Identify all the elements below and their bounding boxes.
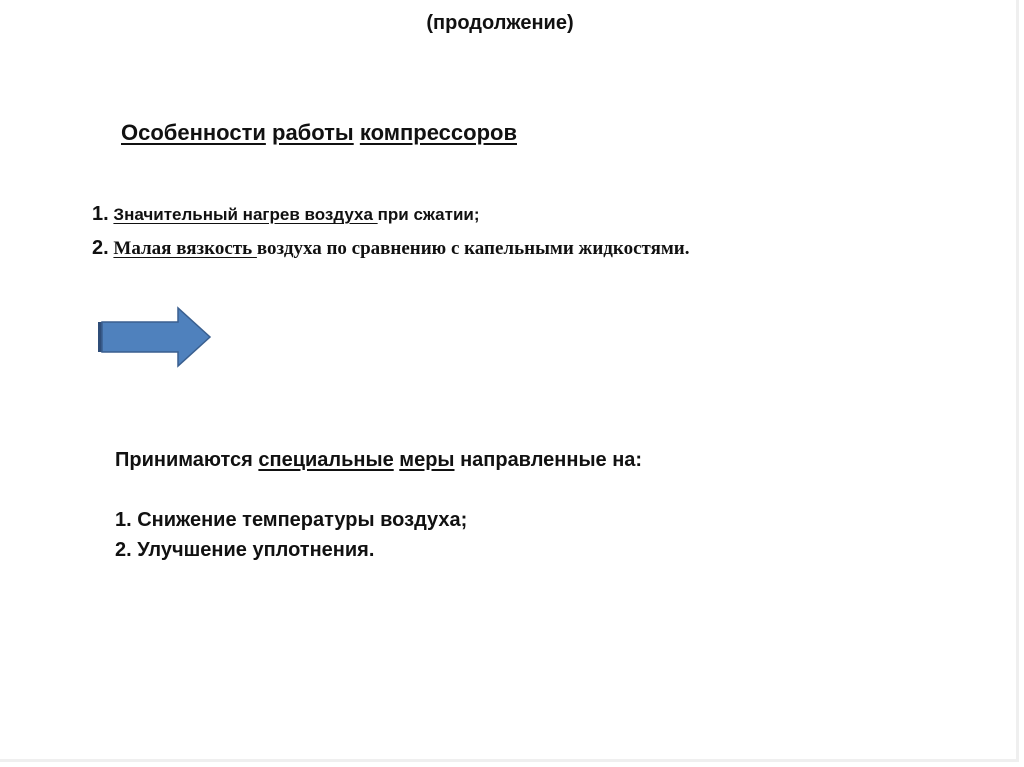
slide-heading — [121, 120, 517, 146]
measures-block — [115, 445, 642, 565]
heading-word-3: компрессоров — [359, 120, 517, 145]
measures-intro-underlined-2: меры — [399, 449, 455, 471]
heading-word-2: работы — [272, 120, 354, 145]
features-list — [92, 200, 690, 268]
spacer — [115, 475, 642, 505]
feature-number: 1. — [92, 203, 109, 225]
right-arrow-icon — [96, 306, 214, 370]
feature-underlined-text: Малая вязкость — [113, 238, 257, 259]
feature-rest-text: воздуха по сравнению с капельными жидкостями. — [256, 238, 690, 259]
measures-intro-end: направленные на: — [460, 449, 643, 471]
heading-word-1: Особенности — [121, 120, 266, 145]
feature-underlined-text: Значительный нагрев воздуха — [113, 205, 378, 224]
slide-subtitle: (продолжение) — [426, 12, 574, 34]
arrow-body — [102, 308, 210, 366]
feature-item — [92, 200, 690, 234]
feature-rest-text: при сжатии; — [377, 205, 480, 224]
measures-intro — [115, 445, 642, 475]
measures-intro-underlined-1: специальные — [258, 449, 394, 471]
feature-item — [92, 234, 690, 268]
measure-item: 2. Улучшение уплотнения. — [115, 539, 375, 561]
feature-number: 2. — [92, 237, 109, 259]
measures-intro-start: Принимаются — [115, 449, 253, 471]
measure-item: 1. Снижение температуры воздуха; — [115, 509, 468, 531]
